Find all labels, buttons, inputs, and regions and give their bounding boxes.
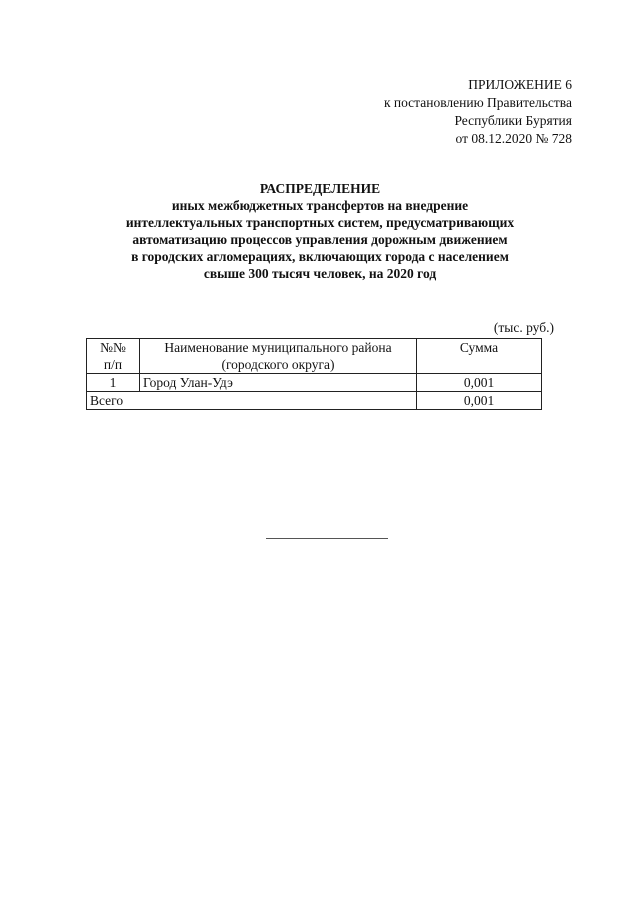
- title-line-1: иных межбюджетных трансфертов на внедрение: [171, 198, 469, 213]
- title-heading: РАСПРЕДЕЛЕНИЕ: [259, 181, 381, 196]
- document-title: [0, 180, 640, 282]
- table-row: [87, 374, 542, 392]
- table-total-row: [87, 392, 542, 410]
- total-empty-cell: [140, 392, 417, 410]
- distribution-table: [86, 338, 542, 410]
- title-line-4: в городских агломерациях, включающих города с населением: [131, 249, 509, 264]
- header-name: [140, 339, 417, 374]
- total-label: Всего: [87, 392, 140, 410]
- header-name-line1: Наименование муниципального района: [164, 340, 392, 355]
- table-header-row: [87, 339, 542, 374]
- appendix-number: ПРИЛОЖЕНИЕ 6: [468, 77, 572, 92]
- appendix-header: [384, 76, 572, 148]
- title-line-5: свыше 300 тысяч человек, на 2020 год: [203, 266, 437, 281]
- appendix-republic: Республики Бурятия: [454, 113, 572, 128]
- header-name-line2: (городского округа): [221, 357, 335, 372]
- units-label: (тыс. руб.): [493, 320, 554, 335]
- header-number-line1: №№: [100, 340, 126, 355]
- closing-divider: [266, 538, 388, 539]
- title-line-2: интеллектуальных транспортных систем, предусматривающих: [125, 215, 515, 230]
- appendix-date: от 08.12.2020 № 728: [455, 131, 572, 146]
- header-number-line2: п/п: [103, 357, 123, 372]
- row-number: 1: [87, 374, 140, 392]
- row-sum: 0,001: [417, 374, 542, 392]
- appendix-resolution: к постановлению Правительства: [383, 95, 572, 110]
- total-sum: 0,001: [417, 392, 542, 410]
- header-number: [87, 339, 140, 374]
- row-name: Город Улан-Удэ: [140, 374, 417, 392]
- header-sum: Сумма: [417, 339, 542, 374]
- title-line-3: автоматизацию процессов управления дорожным движением: [132, 232, 508, 247]
